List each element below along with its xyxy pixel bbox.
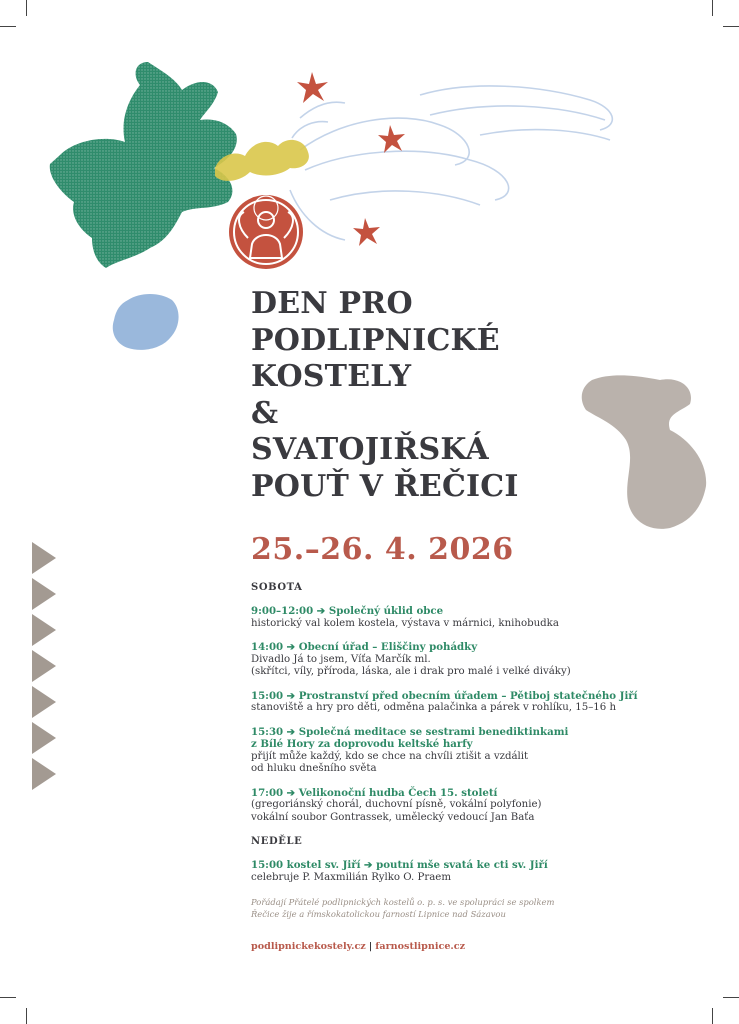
event-heading: 9:00–12:00 ➔ Společný úklid obce (251, 605, 444, 617)
event-item (251, 859, 671, 884)
event-detail: stanoviště a hry pro děti, odměna palačinka a párek v rohlíku, 15–16 h (251, 702, 617, 713)
event-item (251, 641, 671, 679)
event-detail: od hluku dnešního světa (251, 763, 377, 774)
organizer-line: Řečice žije a římskokatolickou farností Lipnice nad Sázavou (251, 909, 506, 919)
title-line: POUŤ V ŘEČICI (251, 468, 519, 504)
event-detail: celebruje P. Maxmilián Rylko O. Praem (251, 871, 451, 883)
triangle-border (32, 542, 56, 790)
event-title (251, 286, 611, 505)
website-link[interactable]: podlipnickekostely.cz (251, 941, 366, 952)
event-item (251, 726, 671, 776)
blue-blob-shape (113, 294, 179, 350)
day-label-sunday: NEDĚLE (251, 836, 303, 847)
star-icon (297, 72, 405, 246)
event-heading: z Bílé Hory za doprovodu keltské harfy (251, 738, 473, 750)
organizer-note (251, 896, 671, 920)
event-date: 25.–26. 4. 2026 (251, 532, 514, 567)
event-detail: vokální soubor Gontrassek, umělecký vedoucí Jan Baťa (251, 811, 535, 823)
event-heading: 15:30 ➔ Společná meditace se sestrami benediktinkami (251, 725, 569, 738)
organizer-line: Pořádají Přátelé podlipnických kostelů o. p. s. ve spolupráci se spolkem (251, 897, 555, 907)
parish-link[interactable]: farnostlipnice.cz (375, 941, 466, 952)
event-detail: přijít může každý, kdo se chce na chvíli ztišit a vzdálit (251, 750, 529, 762)
title-line: & (251, 395, 279, 431)
event-heading: 15:00 kostel sv. Jiří ➔ poutní mše svatá ke cti sv. Jiří (251, 859, 548, 871)
event-heading: 14:00 ➔ Obecní úřad – Eliščiny pohádky (251, 641, 478, 653)
footer-separator: | (368, 941, 373, 952)
title-line: KOSTELY (251, 359, 412, 394)
event-detail: (skřítci, víly, příroda, láska, ale i drak pro malé i velké diváky) (251, 666, 571, 677)
wind-swirls (290, 86, 612, 240)
event-item (251, 605, 671, 630)
title-line: DEN PRO (251, 286, 413, 321)
day-label-saturday: SOBOTA (251, 582, 303, 593)
title-line: PODLIPNICKÉ (251, 322, 500, 358)
footer-links (251, 941, 465, 952)
angel-medallion-icon (229, 195, 303, 269)
event-item (251, 690, 671, 715)
event-detail: (gregoriánský chorál, duchovní písně, vokální polyfonie) (251, 799, 542, 810)
event-item (251, 787, 671, 825)
program (251, 582, 671, 920)
title-line: SVATOJIŘSKÁ (251, 432, 489, 467)
event-heading: 15:00 ➔ Prostranství před obecním úřadem – Pětiboj statečného Jiří (251, 689, 638, 702)
event-detail: Divadlo Já to jsem, Víťa Marčík ml. (251, 653, 431, 665)
event-heading: 17:00 ➔ Velikonoční hudba Čech 15. století (251, 786, 498, 799)
event-detail: historický val kolem kostela, výstava v márnici, knihobudka (251, 617, 559, 629)
